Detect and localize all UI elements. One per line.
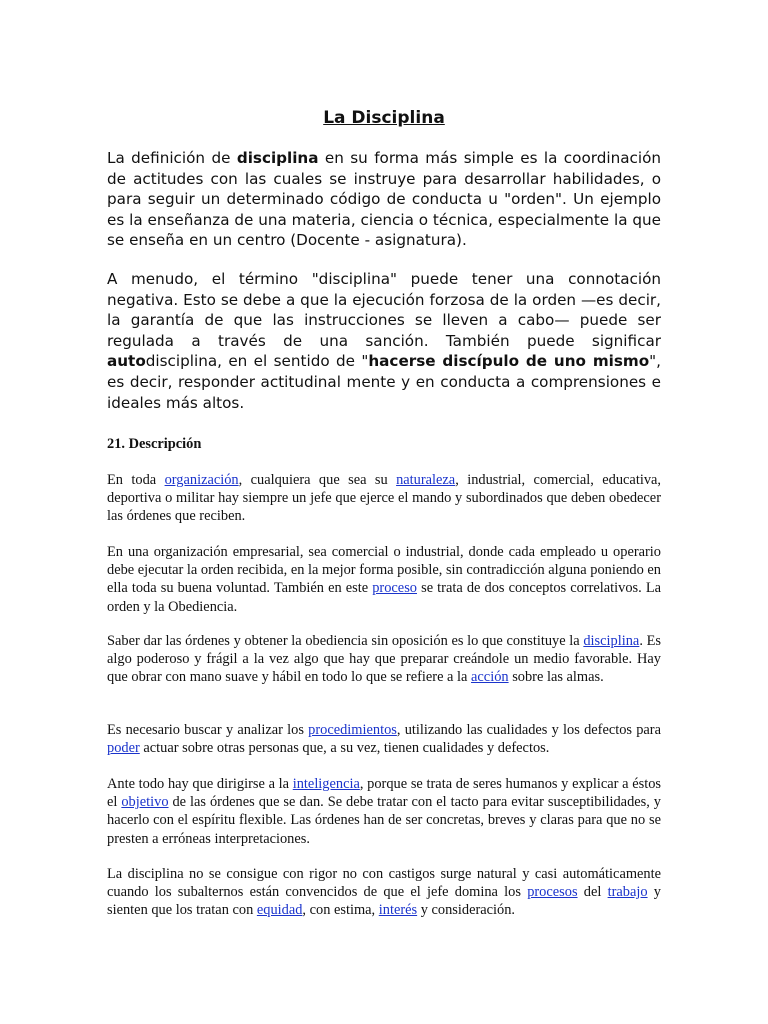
paragraph-inteligencia [107,775,661,848]
page-title: La Disciplina [323,108,445,128]
text-span: . Es algo poderoso y frágil a la vez algo que hay que preparar creándole un medio favorable. Hay que obrar con mano suave y hábil en todo lo que se refiere a la [107,633,661,686]
link-organizacion[interactable]: organización [164,472,239,488]
text-span: En una organización empresarial, sea comercial o industrial, donde cada empleado u operario debe ejecutar la orden recibida, en la mejor forma posible, sin contradicción alguna poniendo en ella toda su buena voluntad. También en este [107,544,661,597]
text-span: A menudo, el término "disciplina" puede tener una connotación negativa. Esto se debe a que la ejecución forzosa de la orden —es decir, la garantía de que las instrucciones se lleven a cabo— puede ser regulada a través de una sanción. También puede significar [107,270,661,350]
text-span: actuar sobre otras personas que, a su vez, tienen cualidades y defectos. [139,740,550,757]
text-span: , utilizando las cualidades y los defectos para [396,722,661,738]
link-naturaleza[interactable]: naturaleza [396,472,456,488]
link-trabajo[interactable]: trabajo [607,884,648,901]
text-span: , industrial, comercial, educativa, deportiva o militar hay siempre un jefe que ejerce el mando y subordinados que deben obedecer las órdenes que reciben. [107,472,661,525]
link-poder[interactable]: poder [107,740,140,757]
paragraph-ordenes [107,632,661,687]
text-span: de las órdenes que se dan. Se debe tratar con el tacto para evitar susceptibilidades, y hacerlo con el espíritu flexible. Las órdenes han de ser concretas, breves y claras para que no se presten a erróneas interpretaciones. [107,794,662,847]
text-span: La disciplina no se consigue con rigor no con castigos surge natural y casi automáticamente cuando los subalternos están convencidos de que el jefe domina los [107,866,661,901]
text-span: , con estima, [302,902,379,919]
text-span: , cualquiera que sea su [238,472,397,488]
paragraph-procedimientos [107,721,661,757]
paragraph-empresarial [107,543,661,616]
bold-term: auto [107,352,146,371]
link-interes[interactable]: interés [378,902,418,919]
text-span: Es necesario buscar y analizar los [107,722,309,738]
text-span: ", es decir, responder actitudinal mente y en conducta a comprensiones e ideales más altos. [107,352,661,412]
link-procedimientos[interactable]: procedimientos [308,722,397,738]
text-span: sobre las almas. [508,669,604,686]
link-accion[interactable]: acción [471,669,509,686]
text-span: En toda [107,472,165,488]
text-span: se trata de dos conceptos correlativos. La orden y la Obediencia. [107,580,662,615]
link-disciplina[interactable]: disciplina [583,633,640,649]
link-objetivo[interactable]: objetivo [121,794,169,811]
paragraph-connotation [107,269,661,413]
text-span: disciplina, en el sentido de " [145,352,369,371]
link-equidad[interactable]: equidad [256,902,303,919]
paragraph-rigor [107,865,661,920]
paragraph-definition [107,148,661,251]
link-inteligencia[interactable]: inteligencia [292,776,360,792]
paragraph-organizacion [107,471,661,526]
text-span: y sienten que los tratan con [107,884,661,919]
link-procesos[interactable]: procesos [527,884,578,901]
bold-term: disciplina [236,149,319,167]
text-span: en su forma más simple es la coordinación de actitudes con las cuales se instruye para desarrollar habilidades, o para seguir un determinado código de conducta u "orden". Un ejemplo es la enseñanza de una materia, ciencia o técnica, especialmente la que se enseña en un centro (Docente - asignatura). [107,149,661,250]
text-span: , porque se trata de seres humanos y explicar a éstos el [107,776,661,811]
bold-phrase: hacerse discípulo de uno mismo [368,352,650,371]
text-span: La definición de [107,149,237,167]
text-span: Saber dar las órdenes y obtener la obediencia sin oposición es lo que constituye la [107,633,584,649]
text-span: Ante todo hay que dirigirse a la [107,776,293,792]
section-heading: 21. Descripción [107,436,202,452]
link-proceso[interactable]: proceso [372,580,417,597]
text-span: del [577,884,608,901]
text-span: y consideración. [417,902,516,919]
